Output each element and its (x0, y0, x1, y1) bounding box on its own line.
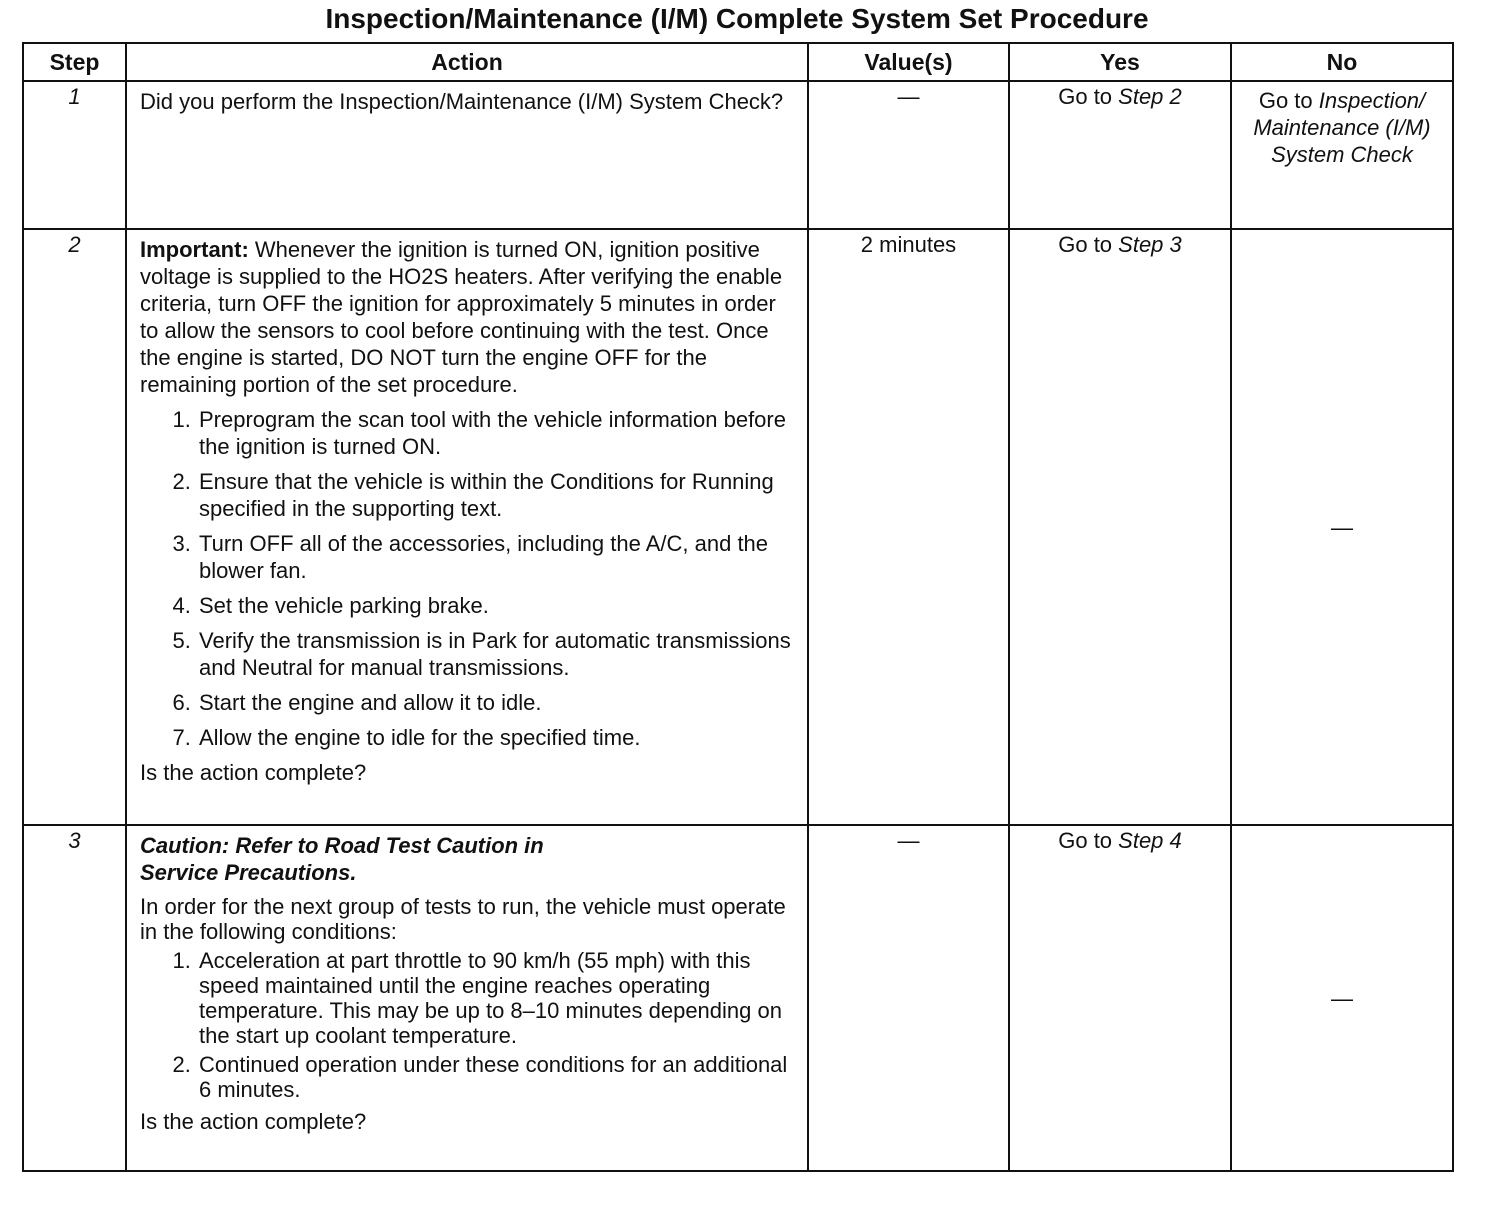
no-text: — (1331, 985, 1353, 1011)
yes-cell (1009, 81, 1231, 229)
list-item: 1. Acceleration at part throttle to 90 km/h (55 mph) with this speed maintained until the engine reaches operating temperature. This may be up to 8–10 minutes depending on the start up coolant temperature. (197, 948, 795, 1048)
question-text: Is the action complete? (140, 760, 367, 785)
yes-step-link[interactable]: Step 3 (1118, 232, 1182, 257)
list-item: 3. Turn OFF all of the accessories, including the A/C, and the blower fan. (197, 530, 795, 584)
header-step: Step (23, 43, 126, 81)
list-item: 5. Verify the transmission is in Park for automatic transmissions and Neutral for manual transmissions. (197, 627, 795, 681)
list-item: 4. Set the vehicle parking brake. (197, 592, 795, 619)
yes-step-link[interactable]: Step 2 (1118, 84, 1182, 109)
no-cell (1231, 229, 1453, 825)
value-text: 2 minutes (860, 232, 957, 257)
no-text: — (1331, 514, 1353, 540)
step-number: 3 (23, 825, 126, 1171)
yes-link[interactable] (1011, 83, 1229, 112)
table-row-step-1 (23, 81, 1453, 229)
page-title: Inspection/Maintenance (I/M) Complete System Set Procedure (325, 3, 1149, 34)
no-check-link[interactable]: Inspection/ Maintenance (I/M) System Check (1253, 88, 1431, 167)
yes-prefix: Go to (1058, 232, 1119, 257)
no-prefix: Go to (1258, 88, 1319, 113)
yes-cell (1009, 229, 1231, 825)
caution-note: Caution: Refer to Road Test Caution in Service Precautions. (140, 833, 544, 885)
value-text: — (897, 84, 920, 109)
action-cell (126, 81, 808, 229)
yes-prefix: Go to (1058, 828, 1119, 853)
yes-link[interactable] (1011, 827, 1229, 856)
procedure-table (22, 42, 1454, 1172)
table-row-step-2 (23, 229, 1453, 825)
list-item: 2. Continued operation under these conditions for an additional 6 minutes. (197, 1052, 795, 1102)
value-cell (808, 825, 1009, 1171)
step-number: 1 (23, 81, 126, 229)
list-item: 6. Start the engine and allow it to idle. (197, 689, 795, 716)
header-no: No (1231, 43, 1453, 81)
list-item: 2. Ensure that the vehicle is within the Conditions for Running specified in the supporting text. (197, 468, 795, 522)
yes-link[interactable] (1011, 231, 1229, 260)
no-cell (1231, 825, 1453, 1171)
header-yes: Yes (1009, 43, 1231, 81)
list-item: 7. Allow the engine to idle for the specified time. (197, 724, 795, 751)
intro-text: In order for the next group of tests to run, the vehicle must operate in the following conditions: (140, 894, 786, 944)
no-cell (1231, 81, 1453, 229)
list-item: 1. Preprogram the scan tool with the vehicle information before the ignition is turned ON. (197, 406, 795, 460)
step-list (140, 406, 795, 751)
yes-step-link[interactable]: Step 4 (1118, 828, 1182, 853)
value-cell (808, 81, 1009, 229)
header-values: Value(s) (808, 43, 1009, 81)
value-cell (808, 229, 1009, 825)
action-cell (126, 825, 808, 1171)
question-text: Is the action complete? (140, 1109, 367, 1134)
no-link[interactable] (1233, 83, 1451, 168)
action-cell (126, 229, 808, 825)
important-note (140, 236, 795, 398)
yes-cell (1009, 825, 1231, 1171)
action-text: Did you perform the Inspection/Maintenance (I/M) System Check? (140, 89, 784, 114)
value-text: — (897, 828, 920, 853)
condition-list (140, 948, 795, 1102)
table-row-step-3 (23, 825, 1453, 1171)
yes-prefix: Go to (1058, 84, 1119, 109)
step-number: 2 (23, 229, 126, 825)
important-label: Important: (140, 237, 249, 262)
header-action: Action (126, 43, 808, 81)
important-text: Whenever the ignition is turned ON, ignition positive voltage is supplied to the HO2S heaters. After verifying the enable criteria, turn OFF the ignition for approximately 5 minutes in order to allow the sensors to cool before continuing with the test. Once the engine is started, DO NOT turn the engine OFF for the remaining portion of the set procedure. (140, 237, 783, 397)
table-header-row (23, 43, 1453, 81)
